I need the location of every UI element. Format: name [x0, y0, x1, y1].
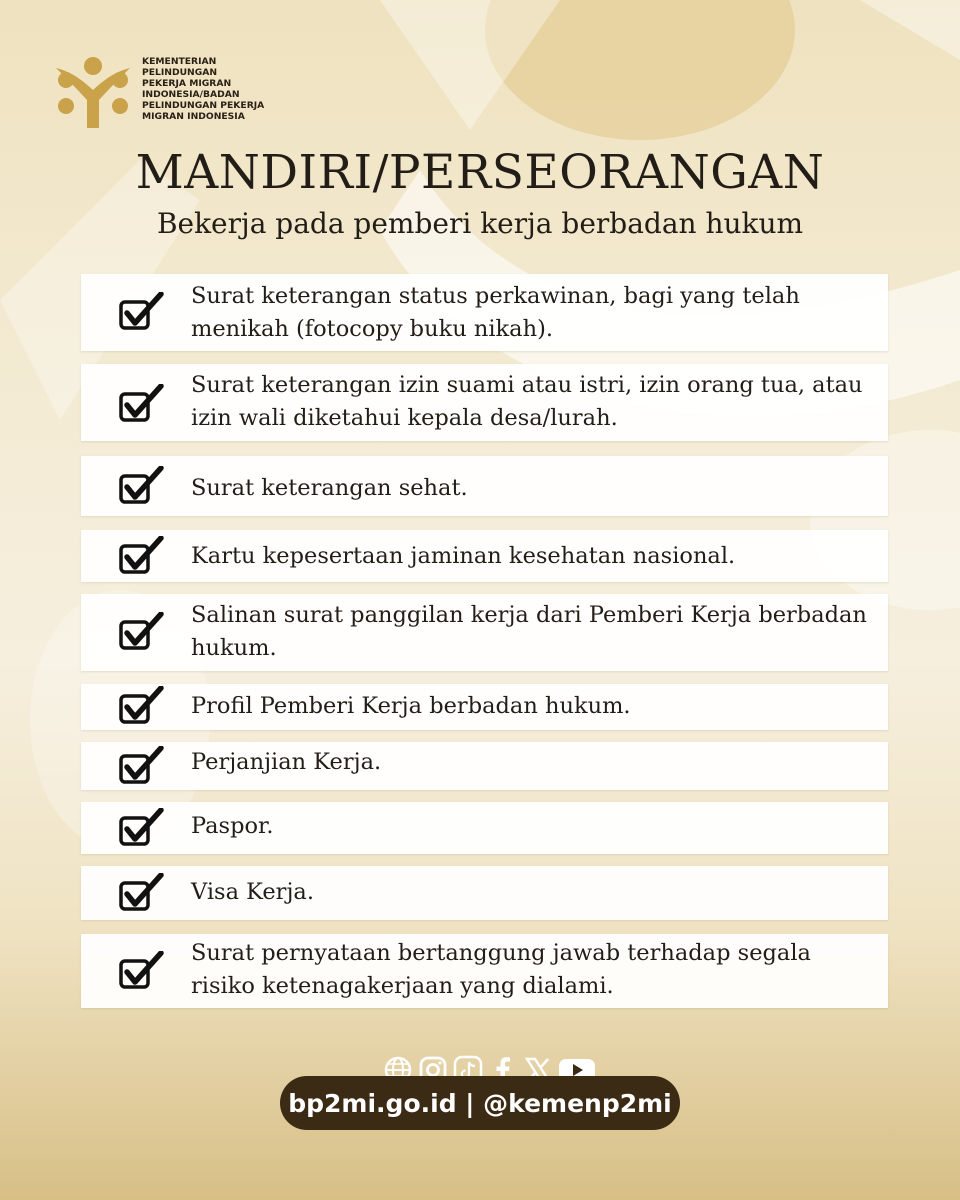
contact-pill[interactable]: bp2mi.go.id | @kemenp2mi	[280, 1076, 680, 1130]
page-subtitle: Bekerja pada pemberi kerja berbadan hukum	[156, 207, 804, 240]
page-title: MANDIRI/PERSEORANGAN	[135, 145, 825, 200]
ministry-emblem-icon	[52, 50, 134, 132]
requirement-item	[81, 274, 888, 351]
requirement-item	[81, 866, 888, 920]
ministry-name-line: INDONESIA/BADAN	[142, 89, 240, 100]
checkbox-checked-icon	[119, 384, 165, 424]
requirement-item	[81, 742, 888, 790]
checkbox-checked-icon	[119, 873, 165, 913]
ministry-name-line: PELINDUNGAN	[142, 67, 218, 78]
checkbox-checked-icon	[119, 951, 165, 991]
requirement-text: Kartu kepesertaan jaminan kesehatan nasional.	[191, 543, 736, 569]
checkbox-checked-icon	[119, 686, 165, 726]
checkbox-checked-icon	[119, 612, 165, 652]
requirement-text: Surat pernyataan bertanggung jawab terhadap segala risiko ketenagakerjaan yang dialami.	[191, 940, 811, 999]
requirement-text: Visa Kerja.	[191, 879, 314, 905]
requirement-text: Paspor.	[191, 813, 274, 839]
requirement-text: Salinan surat panggilan kerja dari Pemberi Kerja berbadan hukum.	[191, 602, 867, 661]
requirement-item	[81, 594, 888, 671]
requirement-item	[81, 934, 888, 1008]
ministry-name-line: KEMENTERIAN	[142, 56, 217, 67]
checkbox-checked-icon	[119, 536, 165, 576]
requirement-text: Perjanjian Kerja.	[191, 749, 382, 775]
requirement-item	[81, 456, 888, 516]
ministry-name	[142, 56, 272, 122]
requirement-item	[81, 364, 888, 441]
ministry-logo	[52, 50, 272, 132]
requirement-item	[81, 802, 888, 854]
requirement-text: Profil Pemberi Kerja berbadan hukum.	[191, 693, 631, 719]
ministry-name-line: PELINDUNGAN PEKERJA	[142, 100, 265, 111]
requirement-text: Surat keterangan sehat.	[191, 475, 468, 501]
ministry-name-line: PEKERJA MIGRAN	[142, 78, 232, 89]
checkbox-checked-icon	[119, 466, 165, 506]
ministry-name-line: MIGRAN INDONESIA	[142, 111, 245, 122]
checkbox-checked-icon	[119, 292, 165, 332]
requirement-item	[81, 684, 888, 730]
requirement-item	[81, 530, 888, 582]
checkbox-checked-icon	[119, 808, 165, 848]
requirement-text: Surat keterangan izin suami atau istri, izin orang tua, atau izin wali diketahui kepala desa/lurah.	[191, 372, 863, 431]
checkbox-checked-icon	[119, 746, 165, 786]
requirement-text: Surat keterangan status perkawinan, bagi yang telah menikah (fotocopy buku nikah).	[191, 283, 800, 342]
